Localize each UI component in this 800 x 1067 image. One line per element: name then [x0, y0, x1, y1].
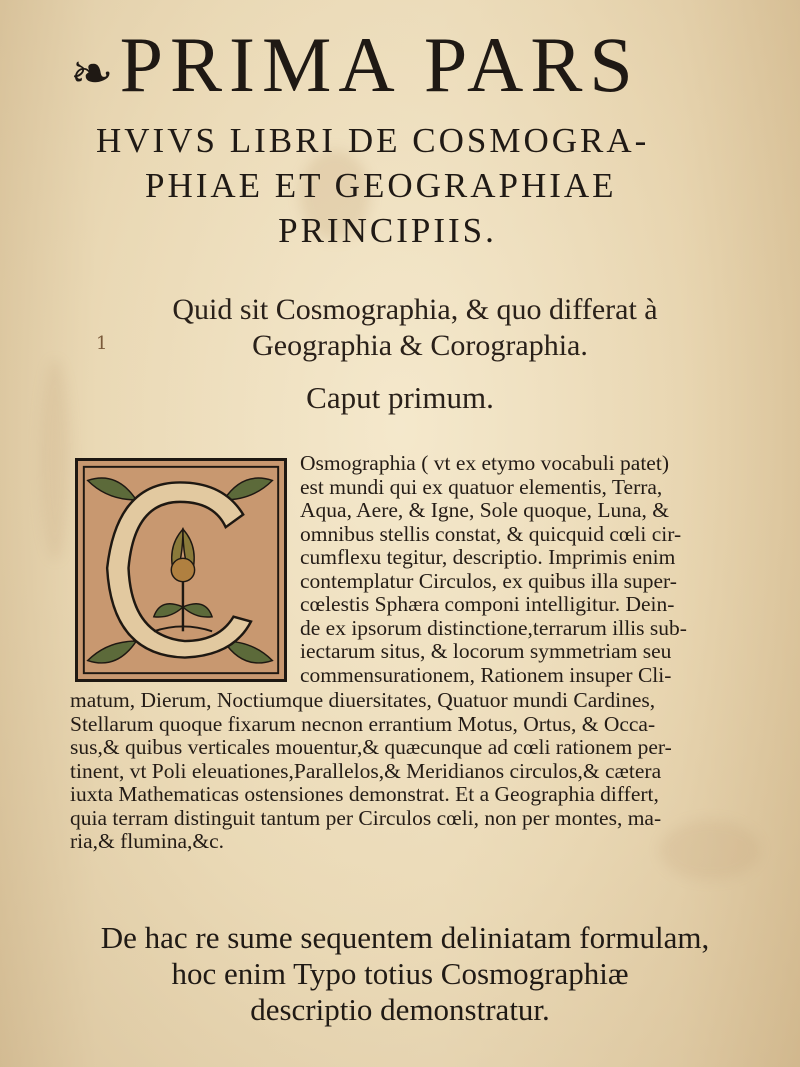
text-line: est mundi qui ex quatuor elementis, Terra,	[300, 474, 663, 499]
text-line: commensurationem, Rationem insuper Cli-	[300, 662, 672, 687]
text-line: omnibus stellis constat, & quicquid cœli cir-	[300, 521, 682, 546]
fleuron-icon: ❧	[70, 46, 114, 103]
text-line: de ex ipsorum distinctione,terrarum illis sub-	[300, 615, 687, 640]
text-line: iectarum situs, & locorum symmetriam seu	[300, 639, 672, 663]
title-line-1: PRIMA PARS	[119, 21, 640, 108]
closing-paragraph	[0, 920, 800, 1028]
chapter-heading: Caput primum.	[306, 380, 494, 415]
subtitle-line-2: Geographia & Corographia.	[252, 329, 588, 362]
title-main	[70, 22, 740, 118]
body-text-full-width	[70, 689, 672, 854]
text-line: cœlestis Sphæra componi intelligitur. Dein-	[300, 592, 675, 616]
text-line: Stellarum quoque fixarum necnon errantium Motus, Ortus, & Occa-	[70, 711, 656, 736]
body-text-beside-initial	[300, 452, 687, 687]
title-line-2: HVIVS LIBRI DE COSMOGRA-	[96, 121, 650, 160]
title-line-3: PHIAE ET GEOGRAPHIAE	[145, 166, 617, 205]
text-line: Aqua, Aere, & Igne, Sole quoque, Luna, &	[300, 498, 669, 522]
closing-line-2: hoc enim Typo totius Cosmographiæ	[171, 956, 629, 991]
text-line: contemplatur Circulos, ex quibus illa super-	[300, 568, 677, 593]
text-line: cumflexu tegitur, descriptio. Imprimis enim	[300, 545, 676, 569]
chapter-subtitle	[0, 292, 800, 364]
text-line: matum, Dierum, Noctiumque diuersitates, Quatuor mundi Cardines,	[70, 688, 656, 712]
title-block	[60, 22, 740, 253]
text-line: ria,& flumina,&c.	[70, 829, 225, 853]
text-line: tinent, vt Poli eleuationes,Parallelos,& Meridianos circulos,& cætera	[70, 758, 662, 783]
text-line: quia terram distinguit tantum per Circulos cœli, non per montes, ma-	[70, 805, 662, 830]
decorated-initial-c-icon	[75, 458, 287, 682]
closing-line-1: De hac re sume sequentem deliniatam formulam,	[100, 920, 710, 955]
stain	[660, 820, 760, 880]
subtitle-line-1: Quid sit Cosmographia, & quo differat à	[172, 293, 658, 326]
text-line: sus,& quibus verticales mouentur,& quæcunque ad cœli rationem per-	[70, 735, 672, 759]
margin-mark: 1	[96, 333, 108, 354]
title-line-4: PRINCIPIIS.	[278, 211, 497, 250]
closing-line-3: descriptio demonstratur.	[250, 992, 550, 1027]
text-line: Osmographia ( vt ex etymo vocabuli patet)	[300, 451, 669, 475]
text-line: iuxta Mathematicas ostensiones demonstrat. Et a Geographia differt,	[70, 782, 659, 806]
